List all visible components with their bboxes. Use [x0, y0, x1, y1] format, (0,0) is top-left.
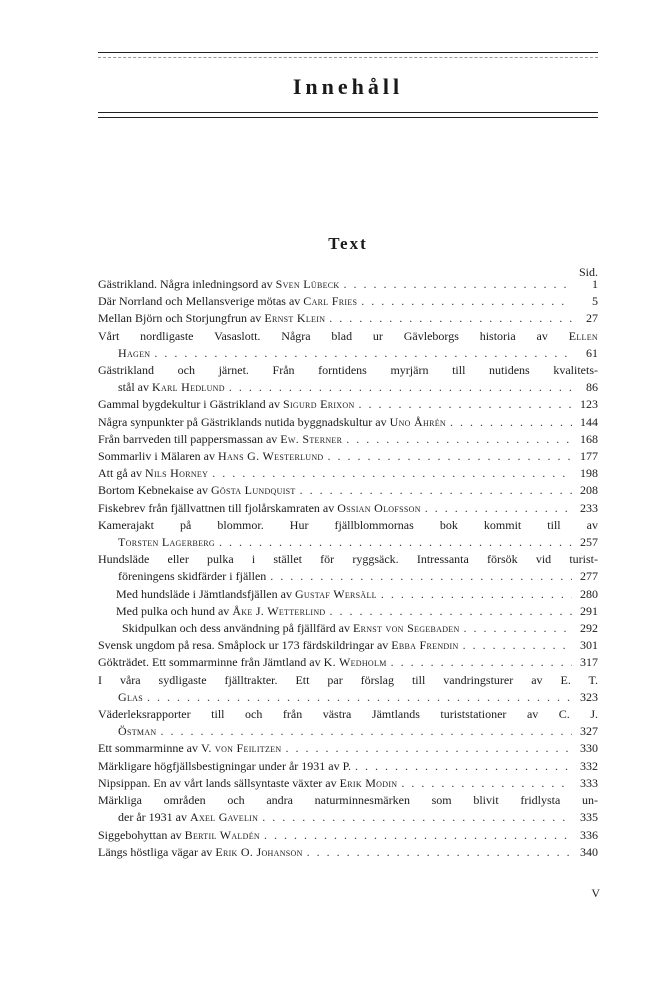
toc-entry[interactable]: Gökträdet. Ett sommarminne från Jämtland av K. Wedholm . . . 317	[98, 654, 598, 671]
page-number: 233	[580, 500, 598, 515]
title-underline	[98, 112, 598, 113]
toc-entry[interactable]: Hundsläde eller pulka i stället för ryggsäck. Intressanta försök vid turist- föreningens skidfärder i fjällen . . . 277	[98, 551, 598, 585]
toc-entry[interactable]: Märkligare högfjällsbestigningar under år 1931 av P. . . . 332	[98, 758, 598, 775]
toc-entry[interactable]: I våra sydligaste fjälltrakter. Ett par förslag till vandringsturer av E. T. Glas . . . 323	[98, 672, 598, 706]
toc-entry[interactable]: Gästrikland och järnet. Från forntidens myrjärn till nutidens kvalitets- stål av Karl Hedlund . . . 86	[98, 362, 598, 396]
toc-entry[interactable]: Några synpunkter på Gästriklands nutida byggnadskultur av Uno Åhrén . . . 144	[98, 414, 598, 431]
page-number: 336	[580, 827, 598, 842]
toc-subentry[interactable]: Skidpulkan och dess användning på fjällfärd av Ernst von Segebaden . . . 292	[98, 620, 598, 637]
page-number: 144	[580, 414, 598, 429]
page-number: 317	[580, 655, 598, 670]
page-number: 330	[580, 741, 598, 756]
toc-entry[interactable]: Kamerajakt på blommor. Hur fjällblommornas bok kommit till av Torsten Lagerberg . . . 257	[98, 517, 598, 551]
page-number: 86	[586, 380, 598, 395]
toc-entry[interactable]: Från barrveden till pappersmassan av Ew. Sterner . . . 168	[98, 431, 598, 448]
page-number: 177	[580, 449, 598, 464]
toc-subentry[interactable]: Med pulka och hund av Åke J. Wetterlind . . . 291	[98, 603, 598, 620]
table-of-contents	[98, 276, 598, 861]
page-number: 301	[580, 638, 598, 653]
top-rule	[98, 52, 598, 53]
toc-entry[interactable]: Där Norrland och Mellansverige mötas av Carl Fries . . . 5	[98, 293, 598, 310]
toc-entry[interactable]: Siggebohyttan av Bertil Waldén . . . 336	[98, 827, 598, 844]
toc-entry[interactable]: Märkliga områden och andra naturminnesmärken som blivit fridlysta un- der år 1931 av Axel Gavelin . . . 335	[98, 792, 598, 826]
section-heading: Text	[328, 234, 368, 253]
toc-entry[interactable]: Vårt nordligaste Vasaslott. Några blad ur Gävleborgs historia av Ellen Hagen . . . 61	[98, 328, 598, 362]
page-number: 280	[580, 586, 598, 601]
page-number: 1	[592, 277, 598, 291]
page-number: 333	[580, 775, 598, 790]
page-column-label: Sid.	[578, 265, 598, 279]
top-rule-thin	[98, 57, 598, 58]
page-number: 5	[592, 294, 598, 309]
page-number: 61	[586, 345, 598, 360]
page-number: 323	[580, 689, 598, 704]
toc-entry[interactable]: Sommarliv i Mälaren av Hans G. Westerlund . . . 177	[98, 448, 598, 465]
page-number: 27	[586, 311, 598, 326]
page-title: Innehåll	[292, 74, 404, 99]
title-underline-2	[98, 117, 598, 118]
toc-subentry[interactable]: Med hundsläde i Jämtlandsfjällen av Gustaf Wersäll . . . 280	[98, 586, 598, 603]
toc-entry[interactable]: Gästrikland. Några inledningsord av Sven Lübeck . . . 1	[98, 276, 598, 293]
page-number: 340	[580, 844, 598, 859]
toc-entry[interactable]: Gammal bygdekultur i Gästrikland av Sigurd Erixon . . . 123	[98, 396, 598, 413]
toc-entry[interactable]: Fiskebrev från fjällvattnen till fjolårskamraten av Ossian Olofsson . . . 233	[98, 500, 598, 517]
toc-entry[interactable]: Ett sommarminne av V. von Feilitzen . . . 330	[98, 740, 598, 757]
page-number: 208	[580, 483, 598, 498]
page-folio: V	[591, 886, 600, 900]
page-number: 291	[580, 603, 598, 618]
page-number: 168	[580, 431, 598, 446]
toc-entry[interactable]: Väderleksrapporter till och från västra Jämtlands turiststationer av C. J. Östman . . . 327	[98, 706, 598, 740]
page-number: 277	[580, 569, 598, 584]
toc-entry[interactable]: Bortom Kebnekaise av Gösta Lundquist . . . 208	[98, 482, 598, 499]
page-number: 123	[580, 397, 598, 412]
toc-entry[interactable]: Att gå av Nils Horney . . . 198	[98, 465, 598, 482]
page-number: 335	[580, 810, 598, 825]
toc-entry[interactable]: Nipsippan. En av vårt lands sällsyntaste växter av Erik Modin . . . 333	[98, 775, 598, 792]
page-number: 198	[580, 466, 598, 481]
page-number: 257	[580, 535, 598, 550]
toc-entry[interactable]: Längs höstliga vägar av Erik O. Johanson . . . 340	[98, 844, 598, 861]
toc-entry[interactable]: Mellan Björn och Storjungfrun av Ernst Klein . . . 27	[98, 310, 598, 327]
page-number: 327	[580, 724, 598, 739]
page-number: 332	[580, 758, 598, 773]
page-number: 292	[580, 621, 598, 636]
toc-entry[interactable]: Svensk ungdom på resa. Småplock ur 173 färdskildringar av Ebba Frendin . . . 301	[98, 637, 598, 654]
